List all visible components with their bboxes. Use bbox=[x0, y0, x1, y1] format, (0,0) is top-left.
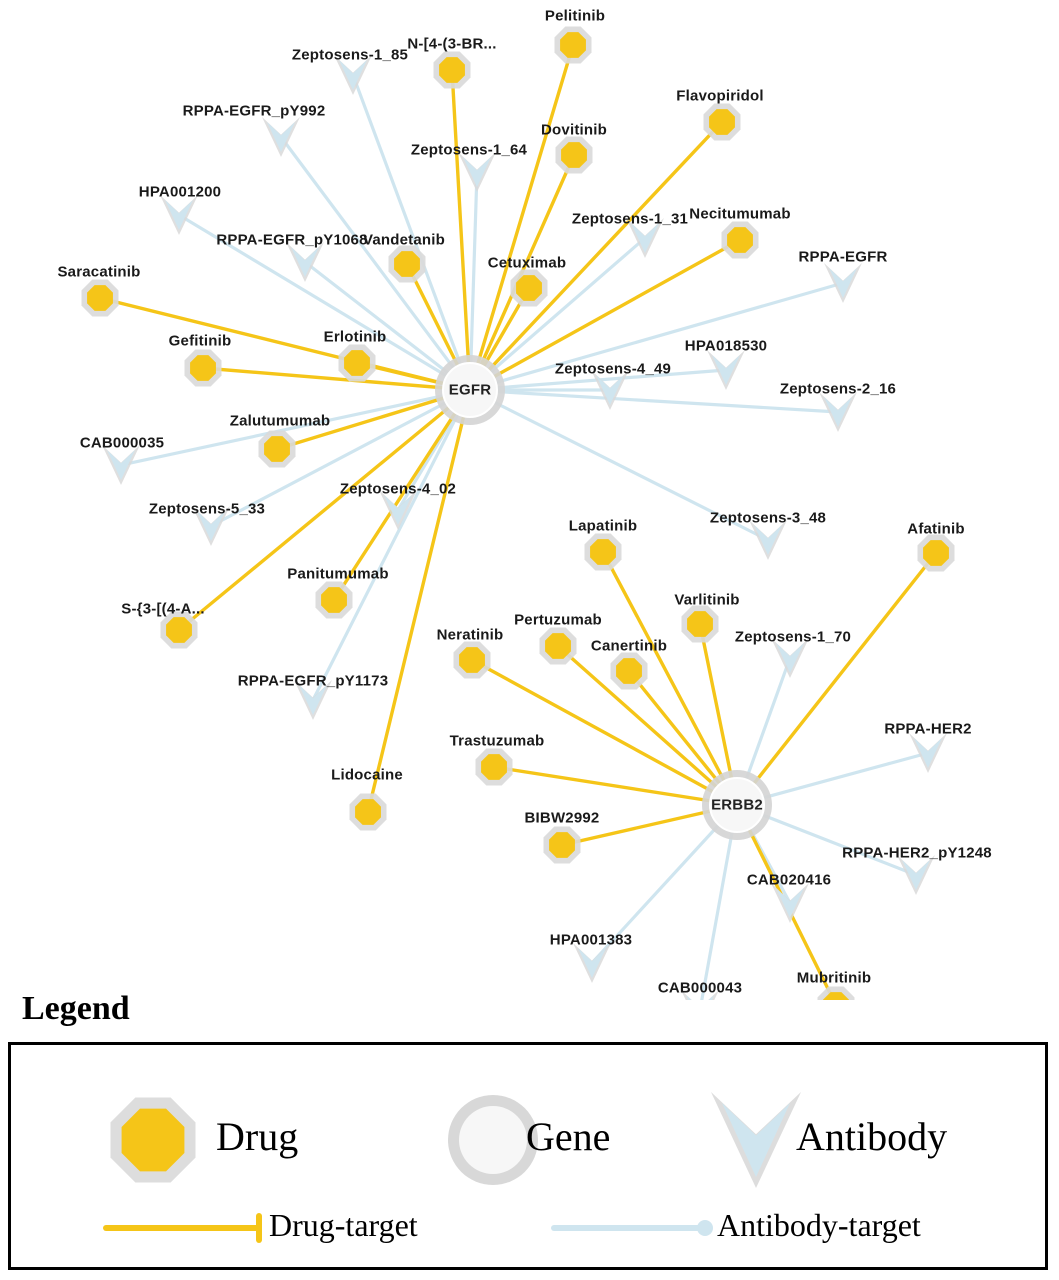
drug-target-edge bbox=[470, 45, 573, 390]
node-label: Neratinib bbox=[436, 626, 504, 644]
antibody-node[interactable] bbox=[776, 643, 804, 673]
antibody-node[interactable] bbox=[107, 450, 135, 480]
antibody-node[interactable] bbox=[829, 268, 857, 298]
node-label: RPPA-EGFR_pY1173 bbox=[237, 672, 389, 690]
drug-node[interactable] bbox=[590, 539, 616, 565]
node-label: Canertinib bbox=[590, 637, 668, 655]
node-label: HPA001383 bbox=[549, 931, 633, 949]
legend-antibody-edge-dot bbox=[697, 1220, 713, 1236]
node-label: RPPA-HER2 bbox=[884, 720, 972, 738]
node-label: Saracatinib bbox=[57, 263, 141, 281]
drug-target-edge bbox=[452, 70, 470, 390]
drug-node[interactable] bbox=[923, 540, 949, 566]
node-label: RPPA-EGFR_pY1068 bbox=[216, 231, 368, 249]
node-label: Zeptosens-5_33 bbox=[148, 500, 266, 518]
node-label: Pertuzumab bbox=[514, 611, 602, 629]
drug-node[interactable] bbox=[727, 227, 753, 253]
antibody-node[interactable] bbox=[914, 738, 942, 768]
node-label: S-{3-[(4-A... bbox=[121, 600, 205, 618]
drug-node[interactable] bbox=[321, 587, 347, 613]
node-label: HPA001200 bbox=[138, 183, 222, 201]
drug-node[interactable] bbox=[439, 57, 465, 83]
antibody-nodes bbox=[102, 55, 947, 1000]
node-label: Erlotinib bbox=[323, 328, 387, 346]
drug-node[interactable] bbox=[616, 658, 642, 684]
node-label: Gefitinib bbox=[168, 332, 232, 350]
antibody-node[interactable] bbox=[463, 157, 491, 187]
antibody-edges bbox=[121, 75, 928, 1000]
node-label: Necitumumab bbox=[689, 205, 791, 223]
node-label: Varlitinib bbox=[674, 591, 740, 609]
drug-node[interactable] bbox=[344, 350, 370, 376]
node-label: N-[4-(3-BR... bbox=[407, 35, 497, 53]
node-label: CAB000043 bbox=[657, 979, 743, 997]
node-label: Zeptosens-2_16 bbox=[779, 380, 897, 398]
drug-node[interactable] bbox=[549, 832, 575, 858]
legend-title: Legend bbox=[22, 990, 130, 1027]
drug-node[interactable] bbox=[355, 799, 381, 825]
node-label: Flavopiridol bbox=[676, 87, 764, 105]
drug-target-edge bbox=[734, 553, 936, 805]
node-label: ERBB2 bbox=[711, 796, 763, 814]
drug-node[interactable] bbox=[687, 611, 713, 637]
node-label: Lidocaine bbox=[331, 766, 403, 784]
node-label: RPPA-EGFR bbox=[798, 248, 888, 266]
node-label: Trastuzumab bbox=[449, 732, 545, 750]
drug-node[interactable] bbox=[516, 275, 542, 301]
node-label: BIBW2992 bbox=[524, 809, 600, 827]
node-label: Zeptosens-4_49 bbox=[554, 360, 672, 378]
legend-antibody-glyph bbox=[722, 1103, 790, 1177]
drug-node[interactable] bbox=[459, 647, 485, 673]
drug-node[interactable] bbox=[545, 633, 571, 659]
antibody-node[interactable] bbox=[776, 888, 804, 918]
node-label: Mubritinib bbox=[796, 969, 872, 987]
drug-node[interactable] bbox=[394, 251, 420, 277]
drug-node[interactable] bbox=[190, 355, 216, 381]
drug-node[interactable] bbox=[709, 109, 735, 135]
node-label: CAB020416 bbox=[746, 871, 832, 889]
antibody-target-edge bbox=[313, 390, 470, 700]
antibody-node[interactable] bbox=[754, 525, 782, 555]
drug-node[interactable] bbox=[264, 436, 290, 462]
node-label: RPPA-HER2_pY1248 bbox=[842, 844, 992, 862]
node-label: Zalutumumab bbox=[229, 412, 331, 430]
node-label: Zeptosens-1_85 bbox=[291, 46, 409, 64]
node-label: Pelitinib bbox=[544, 7, 606, 25]
antibody-node[interactable] bbox=[902, 860, 930, 890]
node-label: Cetuximab bbox=[487, 254, 567, 272]
legend-node-label: Gene bbox=[526, 1114, 611, 1159]
legend-drug-glyph bbox=[122, 1109, 185, 1172]
node-label: Zeptosens-4_02 bbox=[339, 480, 457, 498]
legend-edge-label-antibody-target: Antibody-target bbox=[717, 1207, 921, 1243]
node-label: Lapatinib bbox=[568, 517, 638, 535]
antibody-node[interactable] bbox=[291, 247, 319, 277]
node-label: Dovitinib bbox=[541, 121, 607, 139]
node-label: Zeptosens-1_31 bbox=[571, 210, 689, 228]
antibody-node[interactable] bbox=[578, 948, 606, 978]
node-label: Zeptosens-1_64 bbox=[410, 141, 528, 159]
antibody-node[interactable] bbox=[165, 200, 193, 230]
legend-box bbox=[8, 1042, 1048, 1270]
drug-node[interactable] bbox=[87, 285, 113, 311]
legend-node-label: Antibody bbox=[796, 1114, 948, 1159]
legend-gene-glyph bbox=[459, 1106, 527, 1174]
drug-node[interactable] bbox=[561, 142, 587, 168]
node-label: Afatinib bbox=[907, 520, 965, 538]
drug-node[interactable] bbox=[560, 32, 586, 58]
antibody-node[interactable] bbox=[339, 60, 367, 90]
node-label: RPPA-EGFR_pY992 bbox=[182, 102, 326, 120]
node-label: Zeptosens-1_70 bbox=[734, 628, 852, 646]
drug-node[interactable] bbox=[481, 754, 507, 780]
legend-edge-label-drug-target: Drug-target bbox=[269, 1207, 418, 1243]
legend-node-label: Drug bbox=[216, 1114, 299, 1159]
node-label: Vandetanib bbox=[362, 231, 446, 249]
node-label: Panitumumab bbox=[287, 565, 389, 583]
node-label: CAB000035 bbox=[79, 434, 165, 452]
node-label: HPA018530 bbox=[684, 337, 768, 355]
drug-node[interactable] bbox=[166, 617, 192, 643]
node-label: Zeptosens-3_48 bbox=[709, 509, 827, 527]
node-label: EGFR bbox=[448, 381, 492, 399]
antibody-node[interactable] bbox=[299, 685, 327, 715]
